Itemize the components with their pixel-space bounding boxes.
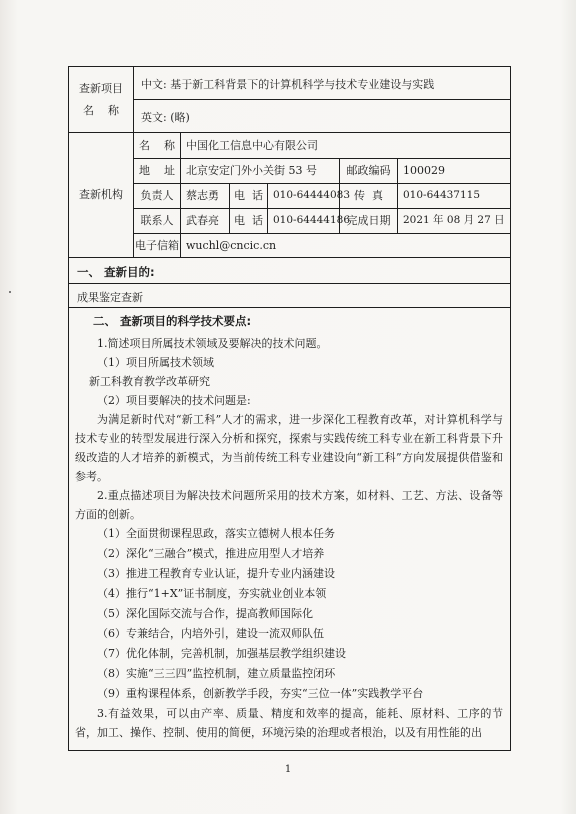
agency-label: 查新机构 bbox=[69, 133, 134, 257]
agency-leader-line bbox=[134, 183, 510, 209]
fax-value: 010-64437115 bbox=[403, 189, 481, 202]
fax-label: 传 真 bbox=[340, 183, 398, 208]
tel-label-2: 电 话 bbox=[230, 208, 268, 233]
email-label: 电子信箱 bbox=[134, 233, 181, 258]
section1-content-row bbox=[69, 284, 510, 308]
page-number: 1 bbox=[284, 764, 292, 775]
measure-item: （8）实施“三三四”监控机制，建立质量监控闭环 bbox=[97, 667, 336, 680]
measure-item: （3）推进工程教育专业认证，提升专业内涵建设 bbox=[97, 567, 335, 580]
measure-item: （1）全面贯彻课程思政，落实立德树人根本任务 bbox=[97, 527, 335, 540]
section2-item2-heading: 2.重点描述项目为解决技术问题所采用的技术方案，如材料、工艺、方法、设备等方面的创新。 bbox=[75, 489, 503, 521]
section2-block bbox=[69, 308, 510, 750]
section1-title: 一、 查新目的: bbox=[77, 265, 155, 279]
project-name-row bbox=[69, 67, 510, 133]
measure-item: （5）深化国际交流与合作，提高教师国际化 bbox=[97, 607, 313, 620]
agency-email-line bbox=[134, 233, 510, 258]
project-label-line1: 查新项目 bbox=[79, 82, 123, 96]
section1-title-row bbox=[69, 258, 510, 284]
agency-contact-line bbox=[134, 208, 510, 234]
tel-value-1: 010-64444083 bbox=[268, 183, 340, 208]
postcode-label: 邮政编码 bbox=[340, 158, 398, 183]
project-name-label bbox=[69, 67, 134, 132]
agency-address-line bbox=[134, 158, 510, 184]
tel-value-2: 010-64444186 bbox=[268, 208, 340, 233]
measure-item: （2）深化“三融合”模式，推进应用型人才培养 bbox=[97, 547, 325, 560]
tel-label-1: 电 话 bbox=[230, 183, 268, 208]
address-label: 地 址 bbox=[134, 158, 181, 183]
measure-item: （4）推行“1+X”证书制度，夯实就业创业本领 bbox=[97, 587, 327, 600]
section2-problem-heading: （2）项目要解决的技术问题是: bbox=[97, 394, 251, 407]
leader-value: 蔡志勇 bbox=[181, 183, 230, 208]
project-label-line2: 名 称 bbox=[83, 103, 119, 117]
agency-name-line bbox=[134, 133, 510, 159]
postcode-value: 100029 bbox=[403, 163, 445, 177]
address-value: 北京安定门外小关街 53 号 bbox=[181, 158, 340, 183]
agency-row bbox=[69, 133, 510, 258]
date-label: 完成日期 bbox=[340, 208, 398, 233]
measure-item: （9）重构课程体系，创新教学手段，夯实“三位一体”实践教学平台 bbox=[97, 687, 424, 700]
section2-field-heading: （1）项目所属技术领域 bbox=[97, 356, 214, 369]
section2-title: 二、 查新项目的科学技术要点: bbox=[93, 314, 252, 328]
email-value: wuchl@cncic.cn bbox=[186, 238, 277, 252]
agency-name-label: 名 称 bbox=[134, 133, 181, 158]
contact-label: 联系人 bbox=[134, 208, 181, 233]
agency-name-value: 中国化工信息中心有限公司 bbox=[186, 138, 318, 152]
project-name-en: 英文: (略) bbox=[141, 111, 190, 124]
scan-speck bbox=[9, 291, 11, 293]
leader-label: 负责人 bbox=[134, 183, 181, 208]
project-name-cn: 中文: 基于新工科背景下的计算机科学与技术专业建设与实践 bbox=[141, 78, 435, 91]
measure-item: （6）专兼结合，内培外引，建设一流双师队伍 bbox=[97, 627, 324, 640]
measure-item: （7）优化体制，完善机制，加强基层教学组织建设 bbox=[97, 647, 346, 660]
section2-field-value: 新工科教育教学改革研究 bbox=[89, 375, 210, 388]
section2-item3-text: 3.有益效果，可以由产率、质量、精度和效率的提高，能耗、原材料、工序的节省，加工、操作、控制、使用的简便，环境污染的治理或者根治，以及有用性能的出 bbox=[75, 707, 503, 739]
project-name-divider bbox=[134, 99, 510, 100]
section2-problem-text: 为满足新时代对“新工科”人才的需求，进一步深化工程教育改革，对计算机科学与技术专业的转型发展进行深入分析和探究，探索与实践传统工科专业在新工科背景下升级改造的人才培养的新模式，为当前传统工科专业建设向“新工科”方向发展提供借鉴和参考。 bbox=[75, 413, 503, 483]
section2-item1-heading: 1.简述项目所属技术领域及要解决的技术问题。 bbox=[97, 337, 328, 350]
section1-content: 成果鉴定查新 bbox=[77, 291, 143, 304]
novelty-search-form bbox=[68, 66, 511, 751]
date-value: 2021 年 08 月 27 日 bbox=[403, 214, 505, 227]
contact-value: 武春亮 bbox=[181, 208, 230, 233]
